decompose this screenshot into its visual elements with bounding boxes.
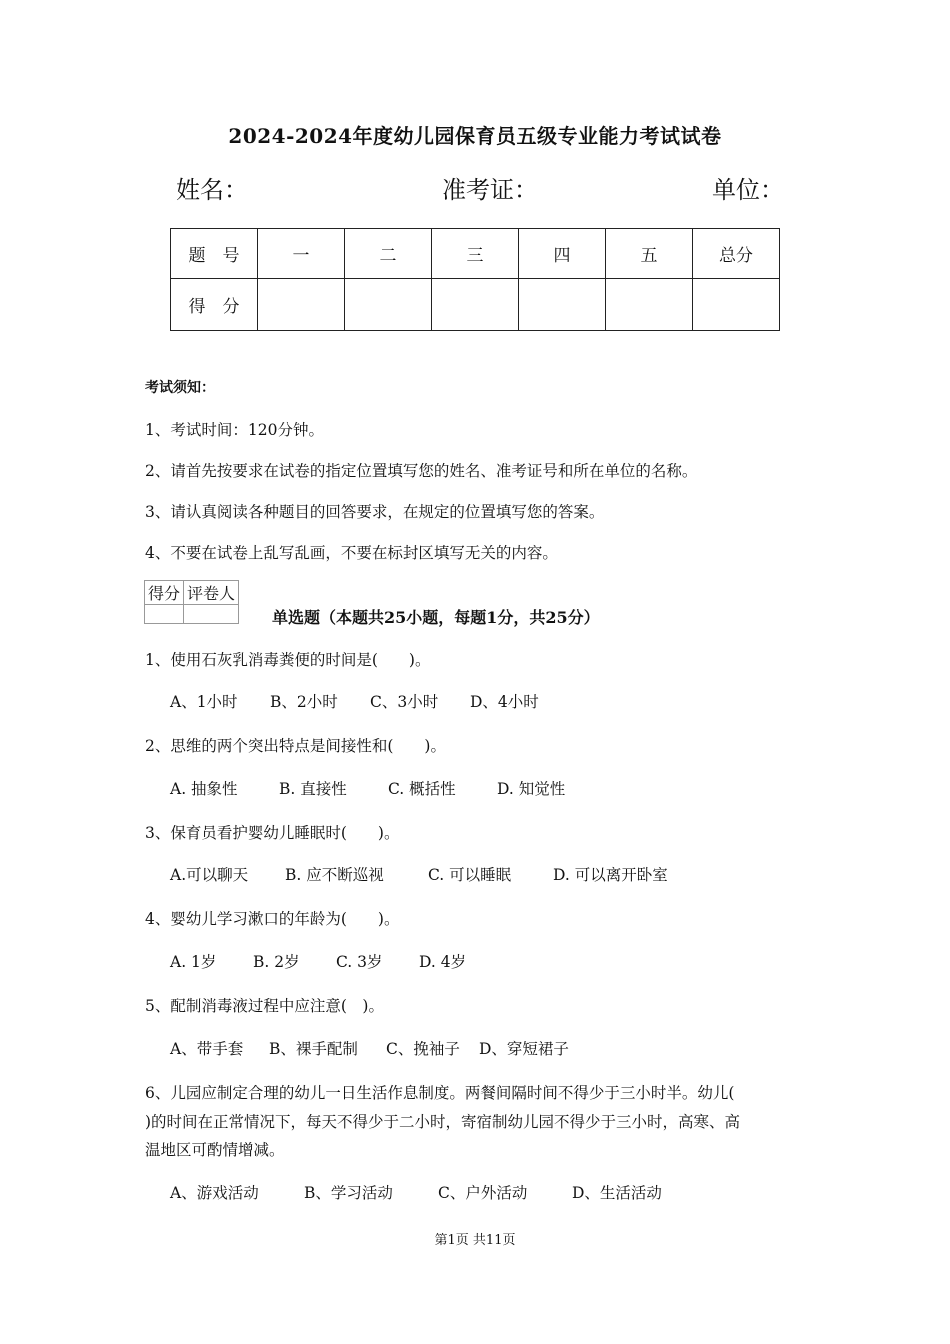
option[interactable]: B. 应不断巡视	[285, 866, 384, 884]
option[interactable]: D. 知觉性	[497, 780, 566, 798]
option[interactable]: C. 3岁	[336, 953, 383, 971]
question-stem-line: 温地区可酌情增减。	[145, 1141, 285, 1159]
name-field-label: 姓名：	[176, 176, 248, 204]
score-header-cell: 题 号	[171, 229, 258, 279]
option[interactable]: B、裸手配制	[269, 1040, 358, 1058]
grader-name-label: 评卷人	[184, 581, 239, 605]
question-options	[170, 690, 539, 712]
score-input-cell[interactable]	[693, 279, 780, 331]
question-stem-line: 6、儿园应制定合理的幼儿一日生活作息制度。两餐间隔时间不得少于三小时半。幼儿(	[145, 1084, 735, 1102]
question-options	[170, 777, 565, 799]
notice-item: 2、请首先按要求在试卷的指定位置填写您的姓名、准考证号和所在单位的名称。	[145, 462, 698, 480]
grader-box	[144, 580, 239, 624]
score-header-cell: 二	[345, 229, 432, 279]
section-title: 单选题（本题共25小题，每题1分，共25分）	[272, 608, 600, 627]
score-header-cell: 四	[519, 229, 606, 279]
question-stem: 4、婴幼儿学习漱口的年龄为( )。	[145, 910, 400, 928]
score-input-cell[interactable]	[519, 279, 606, 331]
option[interactable]: D. 4岁	[419, 953, 467, 971]
option[interactable]: C. 概括性	[388, 780, 456, 798]
option[interactable]: B. 2岁	[253, 953, 300, 971]
exam-title: 2024-2024年度幼儿园保育员五级专业能力考试试卷	[228, 124, 722, 148]
question-options	[170, 1181, 662, 1203]
score-row-label: 得 分	[171, 279, 258, 331]
option[interactable]: C、3小时	[370, 693, 439, 711]
option[interactable]: A. 抽象性	[170, 780, 238, 798]
option[interactable]: B. 直接性	[279, 780, 347, 798]
score-header-cell: 五	[606, 229, 693, 279]
score-input-cell[interactable]	[432, 279, 519, 331]
option[interactable]: C. 可以睡眠	[428, 866, 512, 884]
option[interactable]: D. 可以离开卧室	[553, 866, 668, 884]
option[interactable]: D、穿短裙子	[479, 1040, 569, 1058]
question-options	[170, 863, 668, 885]
option[interactable]: C、户外活动	[438, 1184, 528, 1202]
option[interactable]: D、4小时	[470, 693, 539, 711]
score-table	[170, 228, 780, 331]
grader-score-label: 得分	[145, 581, 184, 605]
option[interactable]: A、游戏活动	[170, 1184, 259, 1202]
score-header-cell: 总分	[693, 229, 780, 279]
option[interactable]: A.可以聊天	[170, 866, 249, 884]
question-stem: 1、使用石灰乳消毒粪便的时间是( )。	[145, 651, 431, 669]
grader-name-cell[interactable]	[184, 605, 239, 624]
option[interactable]: B、学习活动	[304, 1184, 393, 1202]
notice-item: 4、不要在试卷上乱写乱画，不要在标封区填写无关的内容。	[145, 544, 558, 562]
notice-item: 3、请认真阅读各种题目的回答要求，在规定的位置填写您的答案。	[145, 503, 605, 521]
option[interactable]: A、1小时	[170, 693, 238, 711]
score-header-cell: 一	[258, 229, 345, 279]
option[interactable]: D、生活活动	[572, 1184, 662, 1202]
option[interactable]: A、带手套	[170, 1040, 244, 1058]
notice-item: 1、考试时间：120分钟。	[145, 421, 324, 439]
unit-field-label: 单位：	[712, 176, 784, 204]
question-stem: 5、配制消毒液过程中应注意( )。	[145, 997, 384, 1015]
question-stem-line: )的时间在正常情况下，每天不得少于二小时，寄宿制幼儿园不得少于三小时，高寒、高	[145, 1113, 741, 1131]
score-input-cell[interactable]	[258, 279, 345, 331]
question-options	[170, 1037, 569, 1059]
question-stem: 2、思维的两个突出特点是间接性和( )。	[145, 737, 446, 755]
score-input-cell[interactable]	[345, 279, 432, 331]
question-stem: 3、保育员看护婴幼儿睡眠时( )。	[145, 824, 400, 842]
grader-score-cell[interactable]	[145, 605, 184, 624]
score-header-cell: 三	[432, 229, 519, 279]
exam-number-field-label: 准考证：	[442, 176, 538, 204]
question-options	[170, 950, 466, 972]
option[interactable]: C、挽袖子	[386, 1040, 460, 1058]
option[interactable]: A. 1岁	[170, 953, 217, 971]
option[interactable]: B、2小时	[270, 693, 338, 711]
notice-heading: 考试须知：	[145, 380, 215, 396]
score-input-cell[interactable]	[606, 279, 693, 331]
page-footer: 第1页 共11页	[434, 1233, 516, 1248]
